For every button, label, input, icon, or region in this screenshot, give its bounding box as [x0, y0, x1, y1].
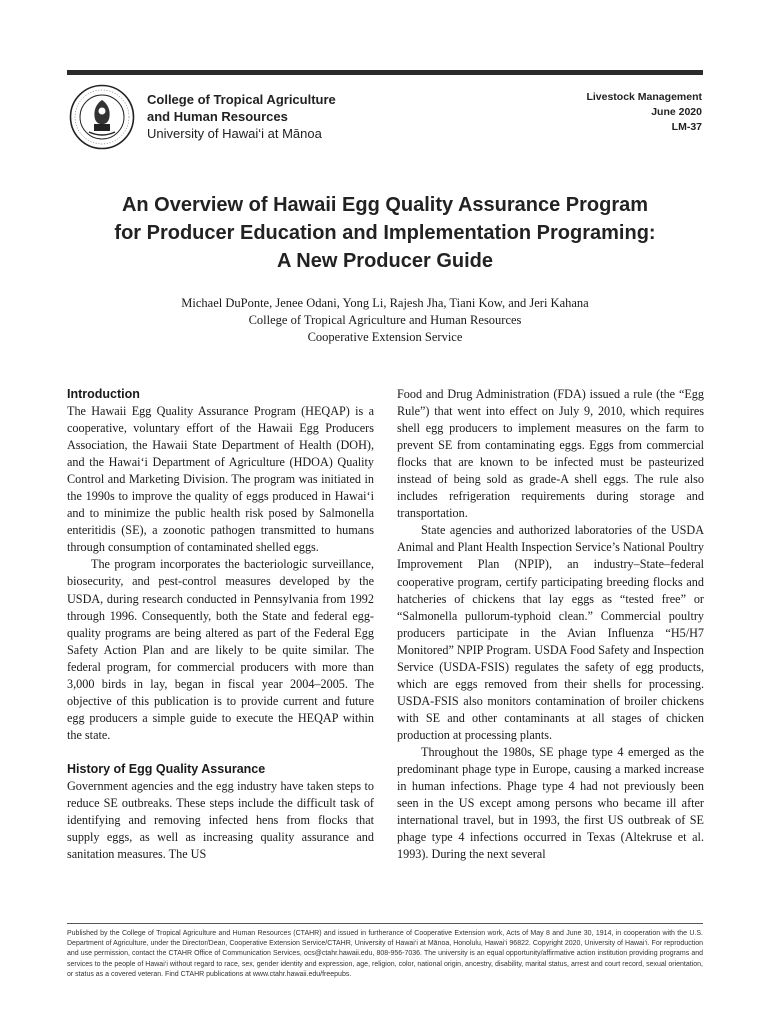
publication-date: June 2020 — [651, 106, 702, 118]
title-line2: for Producer Education and Implementation Programing: — [114, 222, 656, 244]
paragraph: Government agencies and the egg industry have taken steps to reduce SE outbreaks. These steps include the difficult task of identifying and removing infected hens from flocks that supply eggs, as well as increasing quality assurance and sanitation measures. The US — [67, 778, 374, 862]
paragraph: The program incorporates the bacteriologic surveillance, biosecurity, and pest-control measures developed by the USDA, during research conducted in Pennsylvania from 1992 through 1996. Consequently, both the State and federal egg-quality programs are being altered as part of the Federal Egg Safety Action Plan and are likely to be quite similar. The federal program, for commercial producers with more than 3,000 birds in lay, began in fiscal year 2004–2005. The objective of this publication is to provide current and future egg producers a simple guide to execute the HEQAP within the state. — [67, 557, 374, 742]
series-info — [586, 90, 702, 135]
section-heading-history: History of Egg Quality Assurance — [67, 761, 266, 776]
footer-legal-text: Published by the College of Tropical Agriculture and Human Resources (CTAHR) and issued in furtherance of Cooperative Extension work, Acts of May 8 and June 30, 1914, in cooperation with the U.S. Department of Agriculture, under the Director/Dean, Cooperative Extension Service/CTAHR, University of Hawai‘i at Mānoa, Honolulu, Hawai‘i 96822. Copyright 2020, University of Hawai‘i. For reproduction and use permission, contact the CTAHR Office of Communication Services, ocs@ctahr.hawaii.edu, 808-956-7036. The university is an equal opportunity/affirmative action institution providing programs and services to the people of Hawai‘i without regard to race, sex, gender identity and expression, age, religion, color, national origin, ancestry, disability, marital status, arrest and court record, sexual orientation, or status as a covered veteran. Find CTAHR publications at www.ctahr.hawaii.edu/freepubs. — [67, 930, 703, 978]
university-name: University of Hawai‘i at Mānoa — [147, 126, 322, 141]
university-seal-logo — [69, 84, 135, 150]
right-column — [397, 386, 704, 863]
author-college: College of Tropical Agriculture and Human Resources — [248, 313, 522, 327]
paragraph: Food and Drug Administration (FDA) issued a rule (the “Egg Rule”) that went into effect on July 9, 2010, which requires shell egg producers to implement measures on the farm to prevent SE from contaminating eggs. Eggs from commercial flocks that are known to be infected must be pasteurized instead of being sold as grade-A shell eggs. The rule also includes refrigeration requirements during storage and transportation. — [397, 387, 704, 521]
author-list: Michael DuPonte, Jenee Odani, Yong Li, Rajesh Jha, Tiani Kow, and Jeri Kahana — [181, 296, 589, 310]
title-line3: A New Producer Guide — [277, 250, 493, 272]
paragraph: State agencies and authorized laboratories of the USDA Animal and Plant Health Inspection Service’s National Poultry Improvement Plan (NPIP), an industry–State–federal cooperative program, certify participating breeding flocks and hatcheries of chickens that lay eggs as “tested free” or “Salmonella pullorum-typhoid clean.” Commercial poultry producers participate in the Avian Influenza “H5/H7 Monitored” NPIP Program. USDA Food Safety and Inspection Service (USDA-FSIS) regulates the safety of egg products, which are eggs removed from their shells for processing. USDA-FSIS also monitors contamination of broiler chickens with SE and other contaminants at all stages of chicken production at processing plants. — [397, 523, 704, 742]
section-heading-introduction: Introduction — [67, 387, 140, 401]
author-service: Cooperative Extension Service — [307, 330, 463, 344]
series-name: Livestock Management — [586, 91, 702, 103]
paragraph: Throughout the 1980s, SE phage type 4 emerged as the predominant phage type in Europe, causing a marked increase in human infections. Phage type 4 had not previously been seen in the US except among persons who became ill after international travel, but in 1993, the first US outbreak of SE phage type 4 infections occurred in Texas (Altekruse et al. 1993). During the next several — [397, 744, 704, 862]
publication-code: LM-37 — [671, 121, 702, 133]
institution-name-line1: College of Tropical Agriculture — [147, 92, 336, 107]
document-title — [67, 191, 703, 275]
title-line1: An Overview of Hawaii Egg Quality Assurance Program — [121, 194, 649, 216]
institution-block — [147, 91, 336, 142]
byline — [67, 295, 703, 346]
paragraph: The Hawaii Egg Quality Assurance Program (HEQAP) is a cooperative, voluntary effort of the Hawaii Egg Producers Association, the Hawaii State Department of Health (DOH), and the Hawai‘i Department of Agriculture (HDOA) Quality Control and Marketing Division. The program was initiated in the 1990s to improve the quality of eggs produced in Hawai‘i and to minimize the public health risk posed by Salmonella enteritidis (SE), a zoonotic pathogen transmitted to humans through consumption of contaminated shelled eggs. — [67, 404, 374, 555]
institution-name-line2: and Human Resources — [147, 109, 288, 124]
footer-rule — [67, 923, 703, 924]
header-rule — [67, 70, 703, 75]
left-column — [67, 386, 374, 863]
